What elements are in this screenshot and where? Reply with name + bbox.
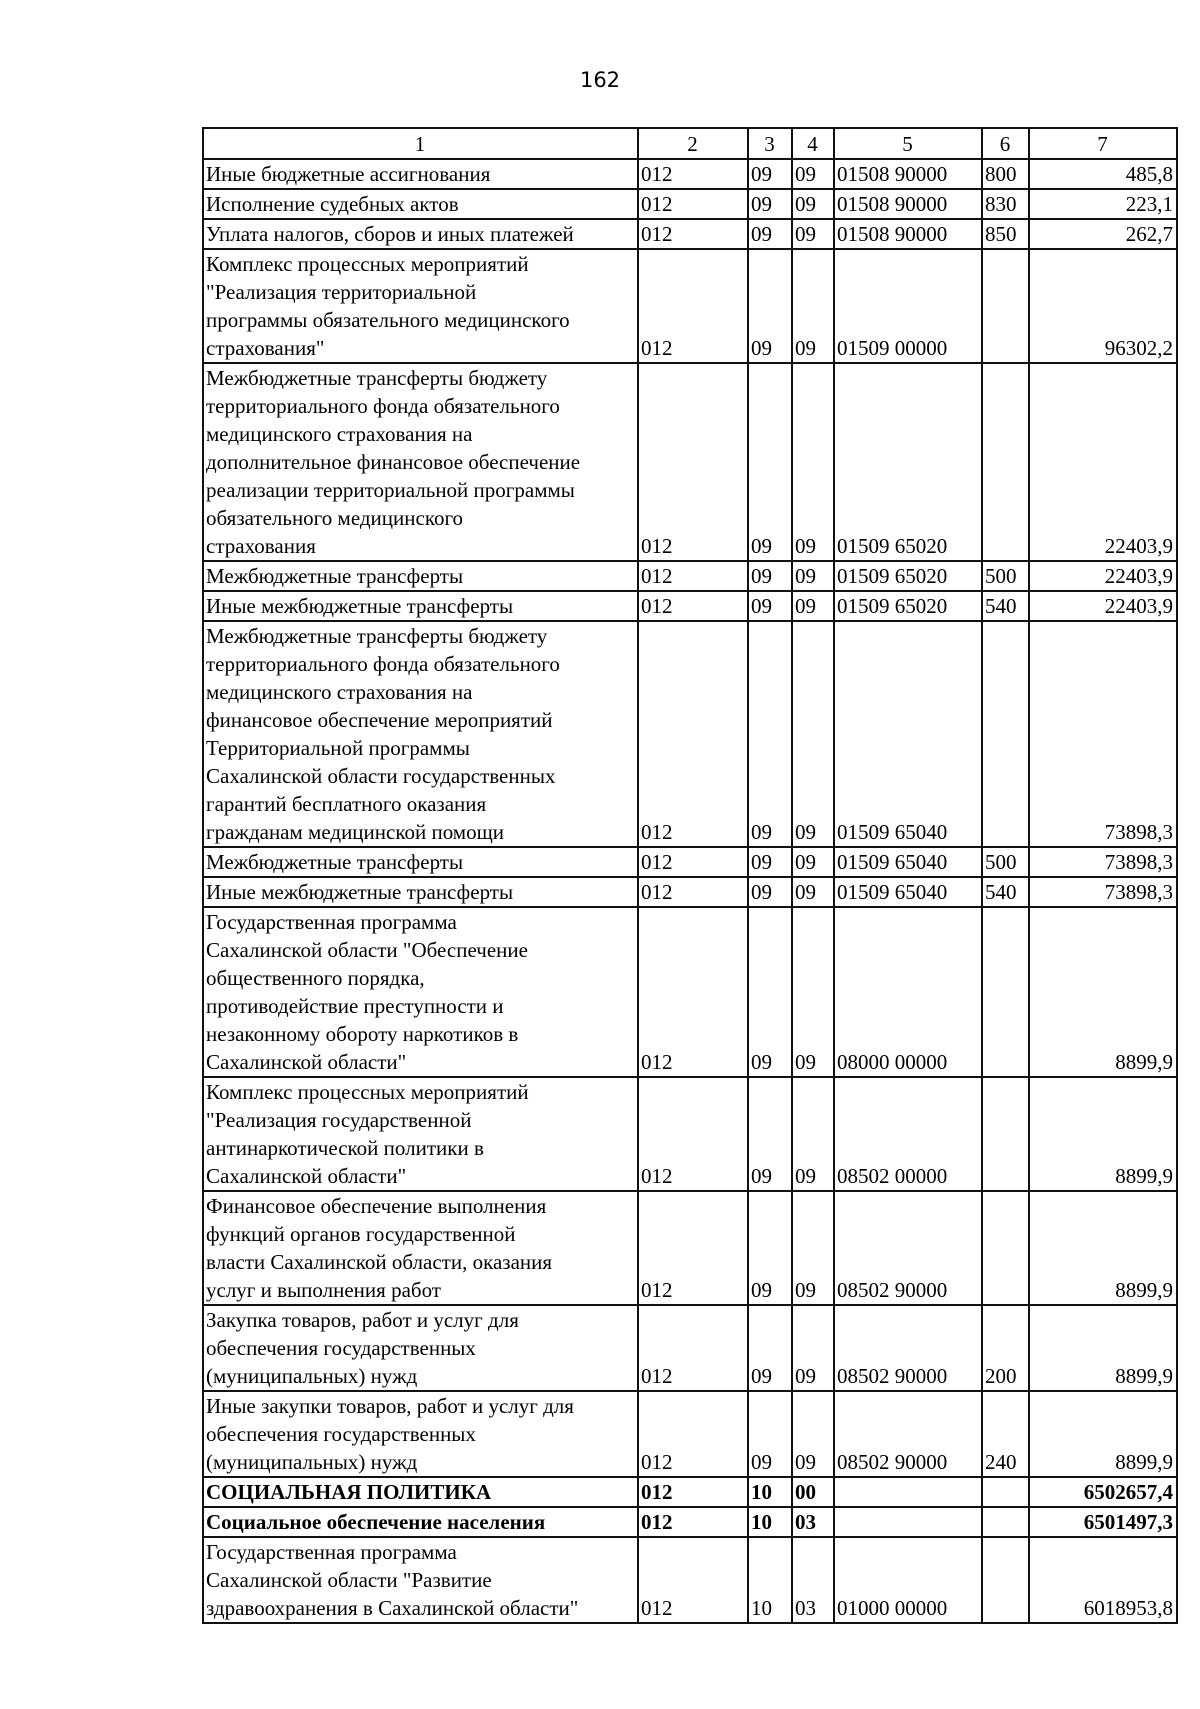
target-article-cell [834,1507,982,1537]
target-article-cell: 01508 90000 [834,189,982,219]
ministry-code-cell: 012 [638,1305,748,1391]
table-row [203,1507,1177,1537]
item-name-cell: Иные межбюджетные трансферты [203,877,638,907]
page-number: 162 [579,68,621,92]
expense-type-cell: 830 [982,189,1029,219]
amount-cell: 73898,3 [1029,847,1177,877]
section-code-cell: 09 [748,877,792,907]
table-row [203,621,1177,847]
amount-cell: 8899,9 [1029,907,1177,1077]
ministry-code-cell: 012 [638,1191,748,1305]
amount-cell: 6501497,3 [1029,1507,1177,1537]
amount-cell: 485,8 [1029,159,1177,189]
amount-cell: 8899,9 [1029,1391,1177,1477]
table-row [203,189,1177,219]
table-row [203,907,1177,1077]
target-article-cell: 01509 65040 [834,877,982,907]
section-code-cell: 09 [748,561,792,591]
table-row [203,1191,1177,1305]
section-code-cell: 09 [748,363,792,561]
section-code-cell: 09 [748,1077,792,1191]
item-name-cell: Межбюджетные трансферты [203,847,638,877]
section-code-cell: 09 [748,159,792,189]
expense-type-cell [982,1077,1029,1191]
subsection-code-cell: 09 [792,847,834,877]
section-code-cell: 09 [748,219,792,249]
target-article-cell: 01509 65020 [834,591,982,621]
item-name-cell: Межбюджетные трансферты [203,561,638,591]
target-article-cell: 01000 00000 [834,1537,982,1623]
expense-type-cell: 850 [982,219,1029,249]
header-cell: 4 [792,128,834,159]
section-code-cell: 09 [748,1305,792,1391]
section-code-cell: 09 [748,847,792,877]
header-cell: 5 [834,128,982,159]
section-code-cell: 09 [748,591,792,621]
amount-cell: 223,1 [1029,189,1177,219]
header-cell: 2 [638,128,748,159]
item-name-cell: Иные бюджетные ассигнования [203,159,638,189]
amount-cell: 8899,9 [1029,1191,1177,1305]
table-row [203,1391,1177,1477]
item-name-cell: Иные закупки товаров, работ и услуг для обеспечения государственных (муниципальных) нужд [203,1391,638,1477]
subsection-code-cell: 09 [792,1305,834,1391]
expense-type-cell: 500 [982,561,1029,591]
table-row [203,249,1177,363]
amount-cell: 96302,2 [1029,249,1177,363]
ministry-code-cell: 012 [638,1077,748,1191]
ministry-code-cell: 012 [638,189,748,219]
ministry-code-cell: 012 [638,363,748,561]
budget-table [202,127,1178,1624]
amount-cell: 22403,9 [1029,591,1177,621]
ministry-code-cell: 012 [638,249,748,363]
ministry-code-cell: 012 [638,1391,748,1477]
subsection-code-cell: 09 [792,1391,834,1477]
amount-cell: 8899,9 [1029,1077,1177,1191]
expense-type-cell [982,907,1029,1077]
table-row [203,877,1177,907]
amount-cell: 8899,9 [1029,1305,1177,1391]
section-code-cell: 09 [748,1191,792,1305]
subsection-code-cell: 09 [792,219,834,249]
expense-type-cell [982,249,1029,363]
item-name-cell: Закупка товаров, работ и услуг для обеспечения государственных (муниципальных) нужд [203,1305,638,1391]
ministry-code-cell: 012 [638,1507,748,1537]
expense-type-cell [982,1507,1029,1537]
ministry-code-cell: 012 [638,561,748,591]
target-article-cell: 01509 00000 [834,249,982,363]
subsection-code-cell: 09 [792,561,834,591]
subsection-code-cell: 00 [792,1477,834,1507]
section-code-cell: 09 [748,249,792,363]
ministry-code-cell: 012 [638,1477,748,1507]
section-code-cell: 09 [748,621,792,847]
section-code-cell: 10 [748,1477,792,1507]
target-article-cell: 01508 90000 [834,159,982,189]
header-cell: 3 [748,128,792,159]
target-article-cell: 01509 65020 [834,363,982,561]
item-name-cell: Государственная программа Сахалинской области "Обеспечение общественного порядка, противодействие преступности и незаконному обороту наркотиков в Сахалинской области" [203,907,638,1077]
amount-cell: 73898,3 [1029,877,1177,907]
target-article-cell: 08000 00000 [834,907,982,1077]
amount-cell: 73898,3 [1029,621,1177,847]
target-article-cell: 01509 65040 [834,847,982,877]
subsection-code-cell: 09 [792,621,834,847]
item-name-cell: Исполнение судебных актов [203,189,638,219]
ministry-code-cell: 012 [638,219,748,249]
target-article-cell: 08502 90000 [834,1391,982,1477]
subsection-code-cell: 03 [792,1537,834,1623]
amount-cell: 6502657,4 [1029,1477,1177,1507]
section-code-cell: 09 [748,907,792,1077]
section-code-cell: 09 [748,189,792,219]
ministry-code-cell: 012 [638,907,748,1077]
expense-type-cell: 500 [982,847,1029,877]
ministry-code-cell: 012 [638,591,748,621]
target-article-cell: 01509 65040 [834,621,982,847]
item-name-cell: Комплекс процессных мероприятий "Реализация территориальной программы обязательного медицинского страхования" [203,249,638,363]
item-name-cell: Уплата налогов, сборов и иных платежей [203,219,638,249]
subsection-code-cell: 09 [792,363,834,561]
target-article-cell: 08502 90000 [834,1305,982,1391]
target-article-cell: 01509 65020 [834,561,982,591]
amount-cell: 22403,9 [1029,363,1177,561]
expense-type-cell [982,1191,1029,1305]
ministry-code-cell: 012 [638,877,748,907]
subsection-code-cell: 09 [792,159,834,189]
header-cell: 7 [1029,128,1177,159]
item-name-cell: Государственная программа Сахалинской области "Развитие здравоохранения в Сахалинской области" [203,1537,638,1623]
item-name-cell: Межбюджетные трансферты бюджету территориального фонда обязательного медицинского страхования на дополнительное финансовое обеспечение реализации территориальной программы обязательного медицинского страхования [203,363,638,561]
expense-type-cell: 800 [982,159,1029,189]
table-row [203,847,1177,877]
subsection-code-cell: 03 [792,1507,834,1537]
ministry-code-cell: 012 [638,621,748,847]
header-cell: 1 [203,128,638,159]
amount-cell: 6018953,8 [1029,1537,1177,1623]
item-name-cell: Социальное обеспечение населения [203,1507,638,1537]
header-cell: 6 [982,128,1029,159]
subsection-code-cell: 09 [792,877,834,907]
table-row [203,561,1177,591]
item-name-cell: Иные межбюджетные трансферты [203,591,638,621]
table-row [203,159,1177,189]
expense-type-cell [982,363,1029,561]
subsection-code-cell: 09 [792,189,834,219]
expense-type-cell: 200 [982,1305,1029,1391]
item-name-cell: СОЦИАЛЬНАЯ ПОЛИТИКА [203,1477,638,1507]
section-code-cell: 10 [748,1537,792,1623]
ministry-code-cell: 012 [638,1537,748,1623]
expense-type-cell [982,621,1029,847]
subsection-code-cell: 09 [792,249,834,363]
amount-cell: 22403,9 [1029,561,1177,591]
subsection-code-cell: 09 [792,907,834,1077]
target-article-cell: 01508 90000 [834,219,982,249]
table-row [203,1077,1177,1191]
subsection-code-cell: 09 [792,1191,834,1305]
subsection-code-cell: 09 [792,1077,834,1191]
expense-type-cell [982,1477,1029,1507]
amount-cell: 262,7 [1029,219,1177,249]
item-name-cell: Финансовое обеспечение выполнения функций органов государственной власти Сахалинской области, оказания услуг и выполнения работ [203,1191,638,1305]
expense-type-cell: 240 [982,1391,1029,1477]
section-code-cell: 09 [748,1391,792,1477]
item-name-cell: Межбюджетные трансферты бюджету территориального фонда обязательного медицинского страхования на финансовое обеспечение мероприятий Территориальной программы Сахалинской области государственных гарантий бесплатного оказания гражданам медицинской помощи [203,621,638,847]
expense-type-cell [982,1537,1029,1623]
expense-type-cell: 540 [982,591,1029,621]
subsection-code-cell: 09 [792,591,834,621]
table-row [203,1305,1177,1391]
expense-type-cell: 540 [982,877,1029,907]
ministry-code-cell: 012 [638,159,748,189]
target-article-cell: 08502 90000 [834,1191,982,1305]
ministry-code-cell: 012 [638,847,748,877]
table-row [203,363,1177,561]
table-row [203,1477,1177,1507]
section-code-cell: 10 [748,1507,792,1537]
item-name-cell: Комплекс процессных мероприятий "Реализация государственной антинаркотической политики в Сахалинской области" [203,1077,638,1191]
target-article-cell: 08502 00000 [834,1077,982,1191]
target-article-cell [834,1477,982,1507]
table-row [203,219,1177,249]
header-row [203,128,1177,159]
table-row [203,591,1177,621]
table-row [203,1537,1177,1623]
